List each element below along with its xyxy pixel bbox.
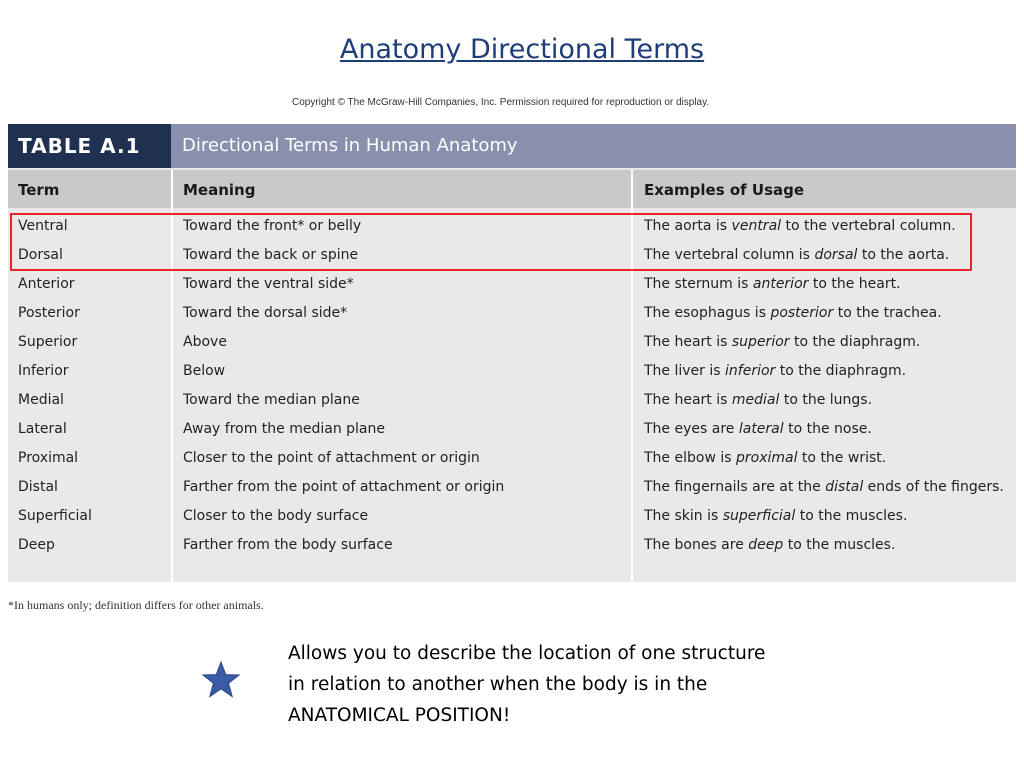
table-row: [8, 386, 1016, 415]
example-text: to the trachea.: [833, 305, 942, 321]
table-row: [8, 357, 1016, 386]
example-text: to the aorta.: [857, 247, 950, 263]
table-number: TABLE A.1: [8, 124, 171, 168]
meaning-cell: Toward the median plane: [183, 392, 360, 408]
example-cell: [644, 386, 872, 415]
table-row: [8, 444, 1016, 473]
example-text: The aorta is: [644, 218, 732, 234]
meaning-cell: Away from the median plane: [183, 421, 386, 437]
example-text: The elbow is: [644, 450, 736, 466]
column-divider: [631, 170, 633, 208]
example-text: The heart is: [644, 392, 732, 408]
table-caption: Directional Terms in Human Anatomy: [182, 135, 518, 156]
example-cell: [644, 531, 895, 560]
term-cell: Anterior: [18, 276, 75, 292]
example-text: The fingernails are at the: [644, 479, 826, 495]
example-text: The skin is: [644, 508, 723, 524]
example-text: to the heart.: [808, 276, 901, 292]
example-cell: [644, 473, 1004, 502]
term-cell: Lateral: [18, 421, 67, 437]
meaning-cell: Closer to the body surface: [183, 508, 369, 524]
column-divider: [171, 170, 173, 208]
meaning-cell: Closer to the point of attachment or origin: [183, 450, 480, 466]
example-text: ends of the fingers.: [863, 479, 1004, 495]
example-term-italic: superior: [731, 334, 790, 350]
footnote: *In humans only; definition differs for other animals.: [8, 598, 264, 612]
example-text: to the diaphragm.: [775, 363, 907, 379]
highlight-box: [10, 213, 972, 271]
column-headers: [8, 170, 1016, 208]
example-text: The vertebral column is: [644, 247, 815, 263]
example-cell: [644, 357, 906, 386]
table-row: [8, 328, 1016, 357]
example-text: The heart is: [644, 334, 732, 350]
term-cell: Superior: [18, 334, 78, 350]
example-term-italic: superficial: [722, 508, 796, 524]
term-cell: Posterior: [18, 305, 80, 321]
term-cell: Inferior: [18, 363, 69, 379]
example-cell: [644, 299, 942, 328]
copyright-notice: Copyright © The McGraw-Hill Companies, Inc. Permission required for reproduction or display.: [292, 97, 710, 108]
example-text: The sternum is: [644, 276, 753, 292]
example-term-italic: lateral: [738, 421, 784, 437]
example-term-italic: ventral: [731, 218, 782, 234]
column-header-term: Term: [18, 181, 60, 199]
example-text: The eyes are: [644, 421, 739, 437]
meaning-cell: Toward the back or spine: [183, 247, 359, 263]
term-cell: Proximal: [18, 450, 79, 466]
example-term-italic: dorsal: [814, 247, 858, 263]
term-cell: Distal: [18, 479, 58, 495]
term-cell: Deep: [18, 537, 55, 553]
table-row: [8, 270, 1016, 299]
example-text: The bones are: [644, 537, 749, 553]
example-text: to the vertebral column.: [781, 218, 956, 234]
example-cell: [644, 328, 920, 357]
example-text: to the muscles.: [783, 537, 896, 553]
term-cell: Medial: [18, 392, 64, 408]
example-cell: [644, 502, 907, 531]
example-term-italic: deep: [748, 537, 784, 553]
example-text: to the muscles.: [795, 508, 908, 524]
meaning-cell: Below: [183, 363, 226, 379]
example-term-italic: anterior: [752, 276, 809, 292]
term-cell: Superficial: [18, 508, 92, 524]
table-row: [8, 502, 1016, 531]
example-text: to the nose.: [783, 421, 872, 437]
column-header-examples: Examples of Usage: [644, 181, 805, 199]
table-row: [8, 299, 1016, 328]
meaning-cell: Farther from the body surface: [183, 537, 393, 553]
table-header-bar: [8, 124, 1016, 168]
example-text: to the wrist.: [797, 450, 887, 466]
column-header-meaning: Meaning: [183, 181, 256, 199]
explanation-text: Allows you to describe the location of one structure in relation to another when the body is in the ANATOMICAL POSITION!: [288, 643, 766, 726]
example-term-italic: inferior: [725, 363, 776, 379]
example-text: The esophagus is: [644, 305, 771, 321]
example-term-italic: distal: [825, 479, 864, 495]
example-term-italic: posterior: [770, 305, 834, 321]
table-row: [8, 531, 1016, 560]
example-cell: [644, 444, 886, 473]
slide-title: Anatomy Directional Terms: [339, 34, 705, 65]
directional-terms-table: [8, 124, 1016, 582]
example-cell: [644, 270, 901, 299]
meaning-cell: Toward the ventral side*: [183, 276, 354, 292]
example-term-italic: proximal: [735, 450, 798, 466]
example-text: The liver is: [644, 363, 726, 379]
example-cell: [644, 415, 872, 444]
table-row: [8, 415, 1016, 444]
meaning-cell: Above: [183, 334, 227, 350]
meaning-cell: Toward the dorsal side*: [183, 305, 348, 321]
term-cell: Dorsal: [18, 247, 63, 263]
meaning-cell: Farther from the point of attachment or origin: [183, 479, 505, 495]
example-text: to the diaphragm.: [789, 334, 921, 350]
example-text: to the lungs.: [779, 392, 873, 408]
example-term-italic: medial: [731, 392, 780, 408]
table-row: [8, 473, 1016, 502]
term-cell: Ventral: [18, 218, 68, 234]
meaning-cell: Toward the front* or belly: [183, 218, 362, 234]
star-icon: [201, 660, 241, 700]
